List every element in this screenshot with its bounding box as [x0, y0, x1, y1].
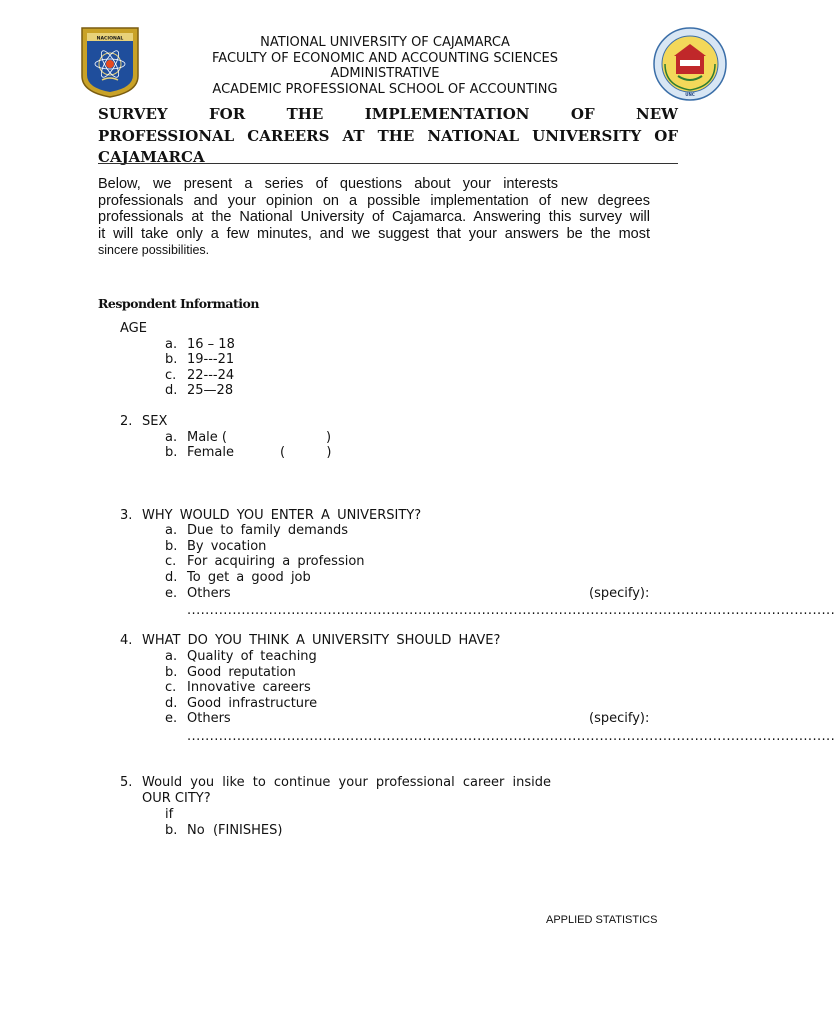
survey-title-line-3: CAJAMARCA [98, 148, 205, 166]
intro-line-1: Below, we present a series of questions about your interests [98, 176, 558, 192]
option-why-e[interactable]: e. Others [165, 586, 231, 601]
specify-line-q3[interactable]: ............................................................................................................................................... [187, 603, 835, 618]
section-respondent-info: Respondent Information [98, 296, 259, 311]
intro-line-4: it will take only a few minutes, and we suggest that your answers be the most [98, 225, 650, 242]
question-university-should-have: 4. WHAT DO YOU THINK A UNIVERSITY SHOULD HAVE? [120, 633, 501, 648]
header-administrative: ADMINISTRATIVE [330, 66, 440, 82]
option-have-a[interactable]: a. Quality of teaching [165, 649, 317, 664]
option-continue-no[interactable]: b. No (FINISHES) [165, 823, 283, 838]
svg-text:UNC: UNC [685, 92, 695, 97]
document-header [150, 35, 620, 97]
survey-title [98, 104, 678, 169]
question-continue-career: 5. Would you like to continue your professional career inside [120, 775, 551, 790]
option-why-a[interactable]: a. Due to family demands [165, 523, 348, 538]
option-why-b[interactable]: b. By vocation [165, 539, 267, 554]
option-sex-male[interactable]: a. Male ( ) [165, 430, 332, 445]
university-crest-logo [80, 26, 140, 98]
header-faculty: FACULTY OF ECONOMIC AND ACCOUNTING SCIENCES [212, 50, 558, 66]
svg-text:NACIONAL: NACIONAL [96, 36, 124, 42]
option-age-c[interactable]: c. 22---24 [165, 368, 235, 383]
specify-label-q4: (specify): [589, 711, 650, 726]
header-school: ACADEMIC PROFESSIONAL SCHOOL OF ACCOUNTING [212, 81, 558, 97]
faculty-seal-logo [651, 26, 729, 102]
question-age: AGE [120, 321, 147, 336]
question-sex: 2. SEX [120, 414, 168, 429]
intro-line-5: sincere possibilities. [98, 243, 210, 258]
question-why-university: 3. WHY WOULD YOU ENTER A UNIVERSITY? [120, 508, 422, 523]
option-why-d[interactable]: d. To get a good job [165, 570, 311, 585]
option-why-c[interactable]: c. For acquiring a profession [165, 554, 365, 569]
option-have-b[interactable]: b. Good reputation [165, 665, 296, 680]
header-university: NATIONAL UNIVERSITY OF CAJAMARCA [260, 35, 510, 50]
option-age-b[interactable]: b. 19---21 [165, 352, 235, 367]
intro-paragraph [98, 176, 650, 259]
question-continue-career-line-2: OUR CITY? [142, 791, 211, 806]
footer-label: APPLIED STATISTICS [546, 914, 658, 926]
title-underline [98, 163, 678, 164]
option-continue-yes[interactable]: if [165, 807, 174, 822]
specify-label-q3: (specify): [589, 586, 650, 601]
option-age-d[interactable]: d. 25—28 [165, 383, 234, 398]
survey-title-line-1: SURVEY FOR THE IMPLEMENTATION OF NEW [98, 105, 678, 123]
option-sex-female[interactable]: b. Female ( ) [165, 445, 332, 460]
intro-line-3: professionals at the National University of Cajamarca. Answering this survey will [98, 209, 650, 226]
option-have-d[interactable]: d. Good infrastructure [165, 696, 318, 711]
intro-line-2: professionals and your opinion on a possible implementation of new degrees [98, 192, 650, 209]
survey-title-line-2: PROFESSIONAL CAREERS AT THE NATIONAL UNIVERSITY OF [98, 126, 678, 145]
option-age-a[interactable]: a. 16 – 18 [165, 337, 235, 352]
option-have-e[interactable]: e. Others [165, 711, 231, 726]
option-have-c[interactable]: c. Innovative careers [165, 680, 311, 695]
specify-line-q4[interactable]: ............................................................................................................................................... [187, 729, 835, 744]
